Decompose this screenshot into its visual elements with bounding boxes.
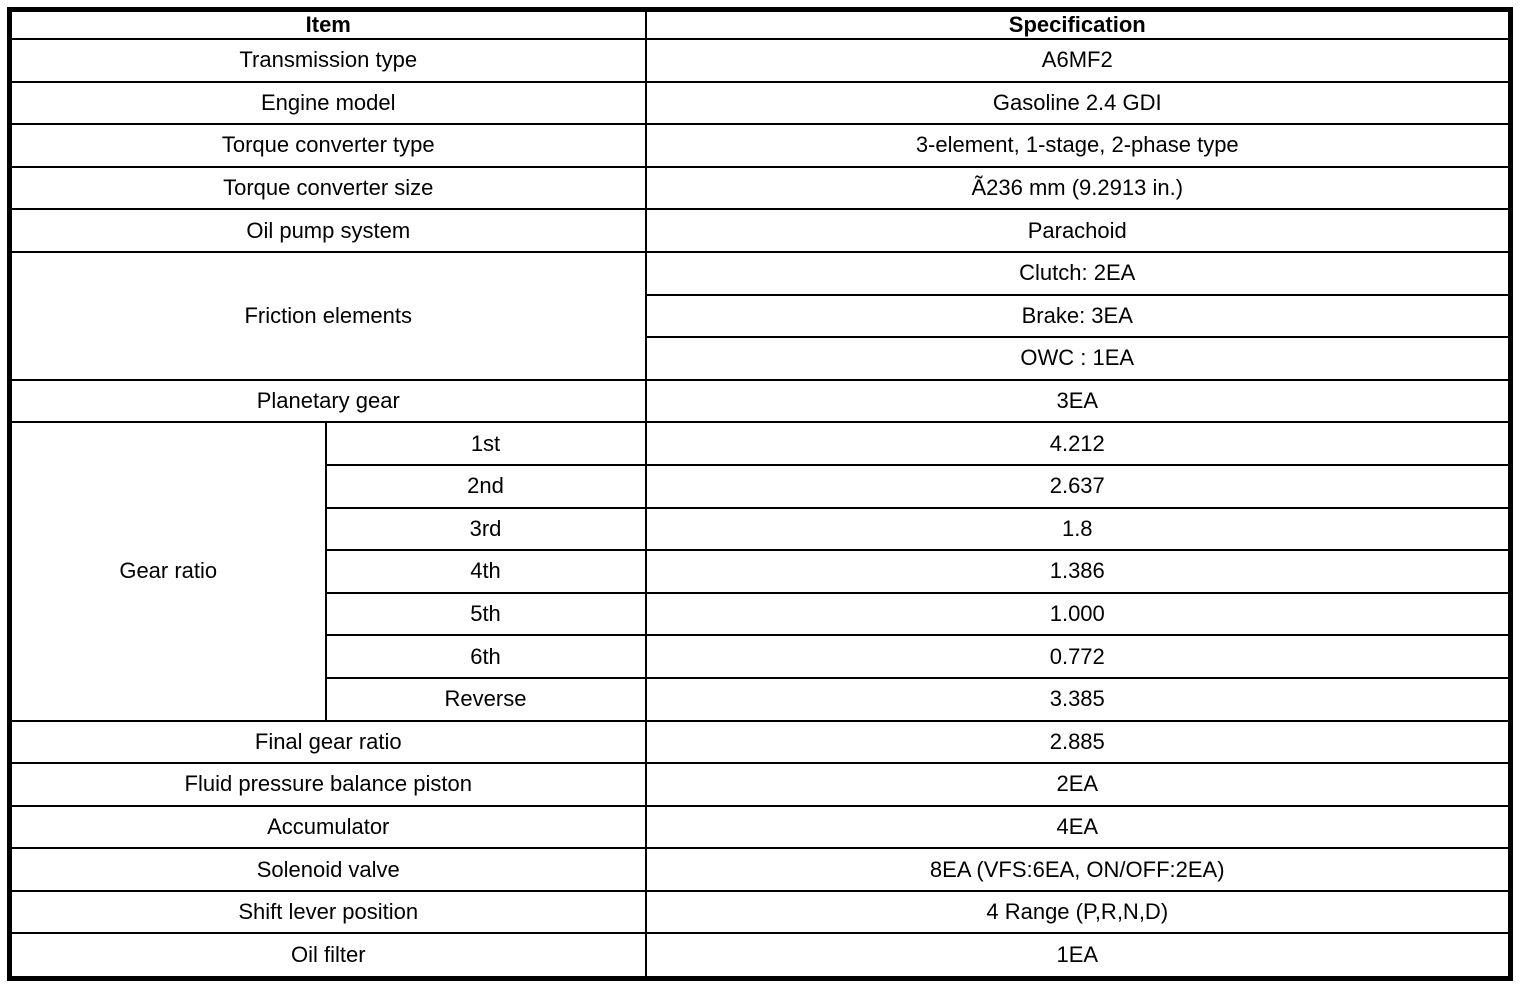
spec-cell: 8EA (VFS:6EA, ON/OFF:2EA) bbox=[646, 848, 1511, 891]
gear-cell: 3rd bbox=[326, 508, 646, 551]
spec-cell: 4EA bbox=[646, 806, 1511, 849]
table-row bbox=[10, 848, 1511, 891]
column-header-item: Item bbox=[10, 10, 646, 40]
spec-cell: 3EA bbox=[646, 380, 1511, 423]
spec-cell: Gasoline 2.4 GDI bbox=[646, 82, 1511, 125]
item-cell: Final gear ratio bbox=[10, 721, 646, 764]
table-row bbox=[10, 380, 1511, 423]
item-cell: Accumulator bbox=[10, 806, 646, 849]
transmission-specification-table bbox=[7, 7, 1513, 981]
gear-cell: 1st bbox=[326, 422, 646, 465]
table-row bbox=[10, 891, 1511, 934]
spec-cell: Parachoid bbox=[646, 209, 1511, 252]
spec-cell: Brake: 3EA bbox=[646, 295, 1511, 338]
table-row bbox=[10, 806, 1511, 849]
ratio-cell: 2.637 bbox=[646, 465, 1511, 508]
spec-cell: OWC : 1EA bbox=[646, 337, 1511, 380]
spec-cell: 4 Range (P,R,N,D) bbox=[646, 891, 1511, 934]
spec-cell: 3-element, 1-stage, 2-phase type bbox=[646, 124, 1511, 167]
item-cell: Torque converter type bbox=[10, 124, 646, 167]
spec-cell: 1EA bbox=[646, 933, 1511, 978]
item-cell: Torque converter size bbox=[10, 167, 646, 210]
gear-cell: 4th bbox=[326, 550, 646, 593]
spec-cell: 2EA bbox=[646, 763, 1511, 806]
item-cell: Planetary gear bbox=[10, 380, 646, 423]
table-row bbox=[10, 763, 1511, 806]
table-row bbox=[10, 82, 1511, 125]
gear-cell: Reverse bbox=[326, 678, 646, 721]
column-header-specification: Specification bbox=[646, 10, 1511, 40]
ratio-cell: 1.8 bbox=[646, 508, 1511, 551]
spec-cell: 2.885 bbox=[646, 721, 1511, 764]
ratio-cell: 1.386 bbox=[646, 550, 1511, 593]
table-row bbox=[10, 167, 1511, 210]
item-cell: Transmission type bbox=[10, 39, 646, 82]
item-cell: Oil pump system bbox=[10, 209, 646, 252]
item-cell: Solenoid valve bbox=[10, 848, 646, 891]
item-cell: Engine model bbox=[10, 82, 646, 125]
table-row bbox=[10, 39, 1511, 82]
ratio-cell: 0.772 bbox=[646, 635, 1511, 678]
table-row bbox=[10, 422, 1511, 465]
item-cell-gear-ratio: Gear ratio bbox=[10, 422, 326, 720]
spec-cell: A6MF2 bbox=[646, 39, 1511, 82]
table-row bbox=[10, 124, 1511, 167]
table-row bbox=[10, 933, 1511, 978]
gear-cell: 6th bbox=[326, 635, 646, 678]
ratio-cell: 4.212 bbox=[646, 422, 1511, 465]
gear-cell: 5th bbox=[326, 593, 646, 636]
item-cell: Fluid pressure balance piston bbox=[10, 763, 646, 806]
item-cell: Oil filter bbox=[10, 933, 646, 978]
table-row bbox=[10, 209, 1511, 252]
item-cell-friction-elements: Friction elements bbox=[10, 252, 646, 380]
spec-cell: Ã236 mm (9.2913 in.) bbox=[646, 167, 1511, 210]
gear-cell: 2nd bbox=[326, 465, 646, 508]
ratio-cell: 1.000 bbox=[646, 593, 1511, 636]
item-cell: Shift lever position bbox=[10, 891, 646, 934]
header-row bbox=[10, 10, 1511, 40]
table-row bbox=[10, 721, 1511, 764]
ratio-cell: 3.385 bbox=[646, 678, 1511, 721]
spec-cell: Clutch: 2EA bbox=[646, 252, 1511, 295]
table-row bbox=[10, 252, 1511, 295]
